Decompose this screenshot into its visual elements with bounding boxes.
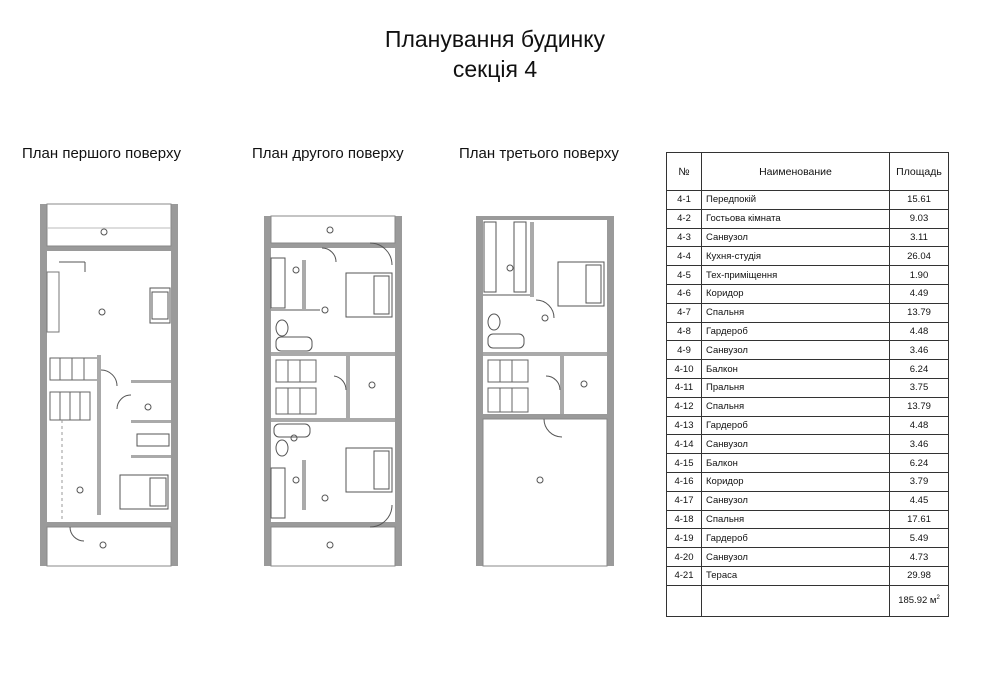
room-area-cell: 6.24 bbox=[890, 454, 949, 473]
table-row bbox=[667, 322, 949, 341]
table-row bbox=[667, 416, 949, 435]
room-name-cell: Тераса bbox=[702, 566, 890, 585]
room-area-cell: 3.79 bbox=[890, 472, 949, 491]
plan-label-floor-2: План другого поверху bbox=[252, 145, 404, 162]
page-title: Планування будинку bbox=[384, 26, 606, 52]
page-subtitle: секція 4 bbox=[452, 56, 538, 82]
floor-plan-3 bbox=[476, 216, 614, 566]
room-number-cell: 4-9 bbox=[667, 341, 702, 360]
header-number: № bbox=[667, 153, 702, 191]
room-number-cell: 4-8 bbox=[667, 322, 702, 341]
room-number-cell: 4-13 bbox=[667, 416, 702, 435]
table-row bbox=[667, 472, 949, 491]
room-name-cell: Гардероб bbox=[702, 416, 890, 435]
table-row bbox=[667, 378, 949, 397]
table-row bbox=[667, 548, 949, 567]
room-area-cell: 4.48 bbox=[890, 416, 949, 435]
room-name-cell: Тех-приміщення bbox=[702, 266, 890, 285]
table-row bbox=[667, 209, 949, 228]
table-row bbox=[667, 435, 949, 454]
total-area-value: 185.92 bbox=[898, 595, 928, 607]
table-row bbox=[667, 529, 949, 548]
header-area: Площадь bbox=[890, 153, 949, 191]
room-area-cell: 6.24 bbox=[890, 360, 949, 379]
room-name-cell: Балкон bbox=[702, 360, 890, 379]
room-number-cell: 4-16 bbox=[667, 472, 702, 491]
room-name-cell: Гардероб bbox=[702, 322, 890, 341]
room-number-cell: 4-2 bbox=[667, 209, 702, 228]
table-row bbox=[667, 341, 949, 360]
room-name-cell: Санвузол bbox=[702, 341, 890, 360]
floor-plan-2 bbox=[264, 216, 402, 566]
room-area-cell: 4.73 bbox=[890, 548, 949, 567]
room-number-cell: 4-7 bbox=[667, 303, 702, 322]
room-name-cell: Спальня bbox=[702, 303, 890, 322]
room-number-cell: 4-6 bbox=[667, 284, 702, 303]
room-number-cell: 4-11 bbox=[667, 378, 702, 397]
room-name-cell: Балкон bbox=[702, 454, 890, 473]
room-area-cell: 1.90 bbox=[890, 266, 949, 285]
room-number-cell: 4-21 bbox=[667, 566, 702, 585]
room-name-cell: Санвузол bbox=[702, 228, 890, 247]
table-row bbox=[667, 247, 949, 266]
header-name: Наименование bbox=[702, 153, 890, 191]
table-row bbox=[667, 266, 949, 285]
room-name-cell: Спальня bbox=[702, 510, 890, 529]
room-area-cell: 4.49 bbox=[890, 284, 949, 303]
room-name-cell: Передпокій bbox=[702, 191, 890, 210]
total-number-cell bbox=[667, 585, 702, 616]
room-area-cell: 17.61 bbox=[890, 510, 949, 529]
room-area-cell: 3.75 bbox=[890, 378, 949, 397]
room-area-cell: 3.46 bbox=[890, 341, 949, 360]
table-row bbox=[667, 360, 949, 379]
room-area-cell: 15.61 bbox=[890, 191, 949, 210]
plan-label-floor-3: План третього поверху bbox=[459, 145, 619, 162]
room-number-cell: 4-1 bbox=[667, 191, 702, 210]
room-name-cell: Коридор bbox=[702, 284, 890, 303]
table-row bbox=[667, 566, 949, 585]
room-area-cell: 26.04 bbox=[890, 247, 949, 266]
room-name-cell: Пральня bbox=[702, 378, 890, 397]
room-area-cell: 4.48 bbox=[890, 322, 949, 341]
room-number-cell: 4-12 bbox=[667, 397, 702, 416]
table-row bbox=[667, 491, 949, 510]
room-area-cell: 3.46 bbox=[890, 435, 949, 454]
room-name-cell: Гостьова кімната bbox=[702, 209, 890, 228]
room-number-cell: 4-3 bbox=[667, 228, 702, 247]
room-number-cell: 4-14 bbox=[667, 435, 702, 454]
total-area-unit: м bbox=[929, 595, 937, 607]
table-row bbox=[667, 510, 949, 529]
table-header-row bbox=[667, 153, 949, 191]
total-name-cell bbox=[702, 585, 890, 616]
room-area-cell: 4.45 bbox=[890, 491, 949, 510]
room-name-cell: Санвузол bbox=[702, 491, 890, 510]
room-name-cell: Спальня bbox=[702, 397, 890, 416]
table-row bbox=[667, 454, 949, 473]
table-row bbox=[667, 284, 949, 303]
room-area-cell: 13.79 bbox=[890, 303, 949, 322]
room-name-cell: Кухня-студія bbox=[702, 247, 890, 266]
room-number-cell: 4-4 bbox=[667, 247, 702, 266]
table-row bbox=[667, 228, 949, 247]
floor-plan-1 bbox=[40, 204, 178, 566]
room-number-cell: 4-19 bbox=[667, 529, 702, 548]
table-row bbox=[667, 397, 949, 416]
room-number-cell: 4-10 bbox=[667, 360, 702, 379]
room-area-cell: 13.79 bbox=[890, 397, 949, 416]
room-name-cell: Санвузол bbox=[702, 435, 890, 454]
table-row bbox=[667, 303, 949, 322]
room-area-cell: 29.98 bbox=[890, 566, 949, 585]
table-row bbox=[667, 191, 949, 210]
total-area-unit-sup: 2 bbox=[936, 595, 940, 602]
room-area-table bbox=[666, 152, 949, 617]
room-name-cell: Коридор bbox=[702, 472, 890, 491]
room-number-cell: 4-20 bbox=[667, 548, 702, 567]
room-number-cell: 4-18 bbox=[667, 510, 702, 529]
room-name-cell: Санвузол bbox=[702, 548, 890, 567]
room-area-cell: 9.03 bbox=[890, 209, 949, 228]
room-number-cell: 4-5 bbox=[667, 266, 702, 285]
table-total-row bbox=[667, 585, 949, 616]
room-area-cell: 3.11 bbox=[890, 228, 949, 247]
total-area-cell bbox=[890, 585, 949, 616]
room-number-cell: 4-17 bbox=[667, 491, 702, 510]
plan-label-floor-1: План першого поверху bbox=[22, 145, 181, 162]
room-name-cell: Гардероб bbox=[702, 529, 890, 548]
room-area-cell: 5.49 bbox=[890, 529, 949, 548]
room-number-cell: 4-15 bbox=[667, 454, 702, 473]
